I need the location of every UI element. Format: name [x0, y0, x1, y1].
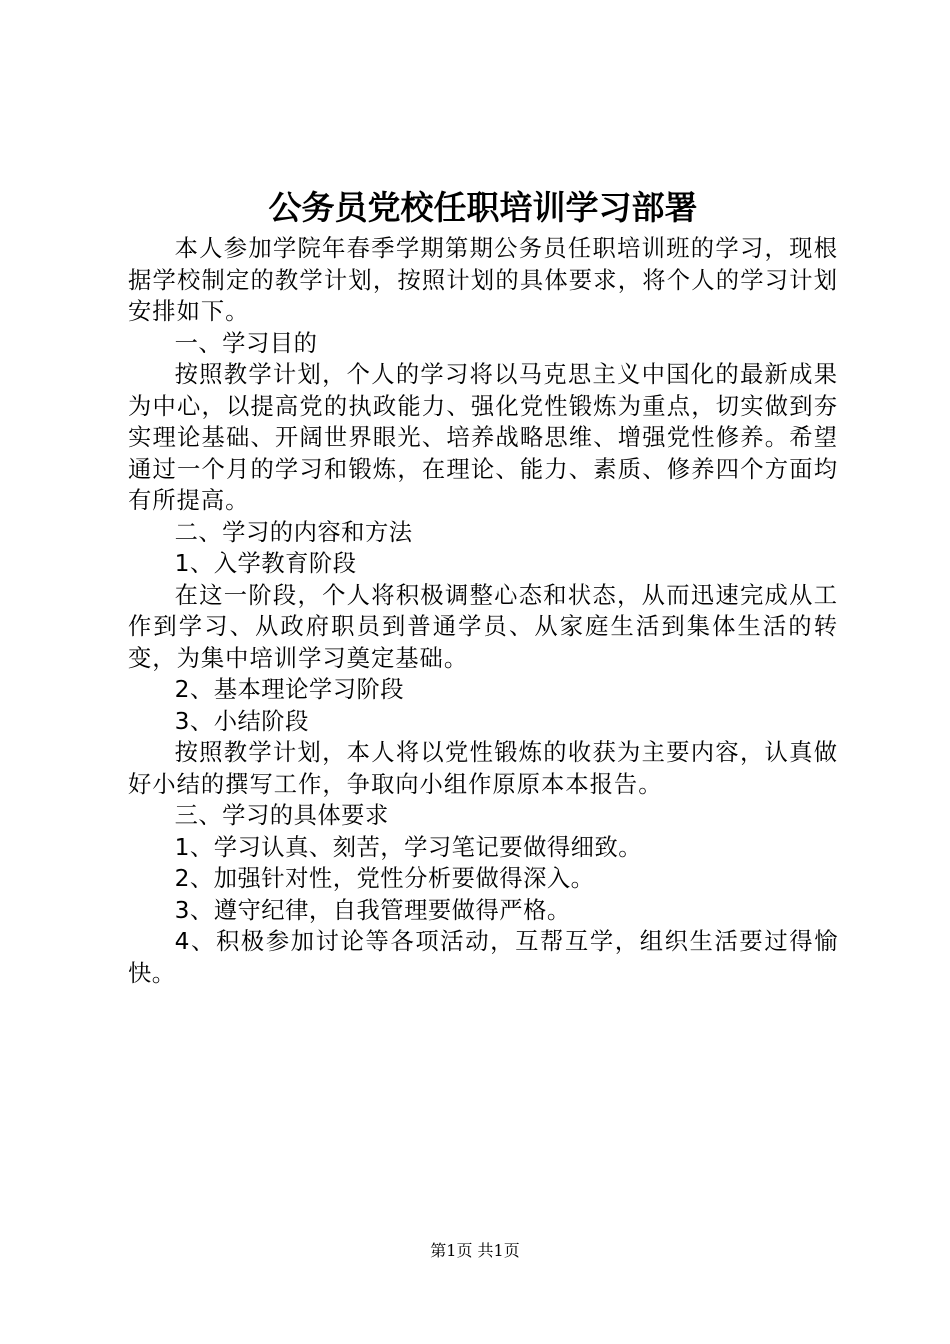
page-footer: 第1页 共1页 — [430, 1241, 520, 1260]
section-heading: 3、小结阶段 — [174, 707, 309, 735]
section-heading: 3、遵守纪律，自我管理要做得严格。 — [174, 896, 571, 924]
section-heading: 三、学习的具体要求 — [174, 802, 389, 829]
document-title: 公务员党校任职培训学习部署 — [268, 188, 698, 227]
document-body — [128, 186, 838, 989]
section-heading: 2、基本理论学习阶段 — [174, 676, 405, 703]
section-heading: 1、学习认真、刻苦，学习笔记要做得细致。 — [174, 833, 643, 861]
body-paragraph: 按照教学计划，个人的学习将以马克思主义中国化的最新成果为中心，以提高党的执政能力、强化党性锻炼为重点，切实做到夯实理论基础、开阔世界眼光、培养战略思维、增强党性修养。希望通过一个月的学习和锻炼，在理论、能力、素质、修养四个方面均有所提高。 — [128, 361, 838, 514]
body-paragraph: 按照教学计划，本人将以党性锻炼的收获为主要内容，认真做好小结的撰写工作，争取向小组作原原本本报告。 — [128, 739, 838, 798]
paragraph-list — [128, 233, 838, 989]
section-heading: 4、积极参加讨论等各项活动，互帮互学，组织生活要过得愉快。 — [128, 928, 838, 987]
section-heading: 2、加强针对性，党性分析要做得深入。 — [174, 865, 595, 892]
body-paragraph: 在这一阶段，个人将积极调整心态和状态，从而迅速完成从工作到学习、从政府职员到普通学员、从家庭生活到集体生活的转变，为集中培训学习奠定基础。 — [128, 581, 838, 672]
body-paragraph: 本人参加学院年春季学期第期公务员任职培训班的学习，现根据学校制定的教学计划，按照计划的具体要求，将个人的学习计划安排如下。 — [128, 235, 838, 325]
section-heading: 1、入学教育阶段 — [174, 550, 357, 577]
section-heading: 一、学习目的 — [174, 329, 318, 357]
section-heading: 二、学习的内容和方法 — [174, 518, 413, 546]
